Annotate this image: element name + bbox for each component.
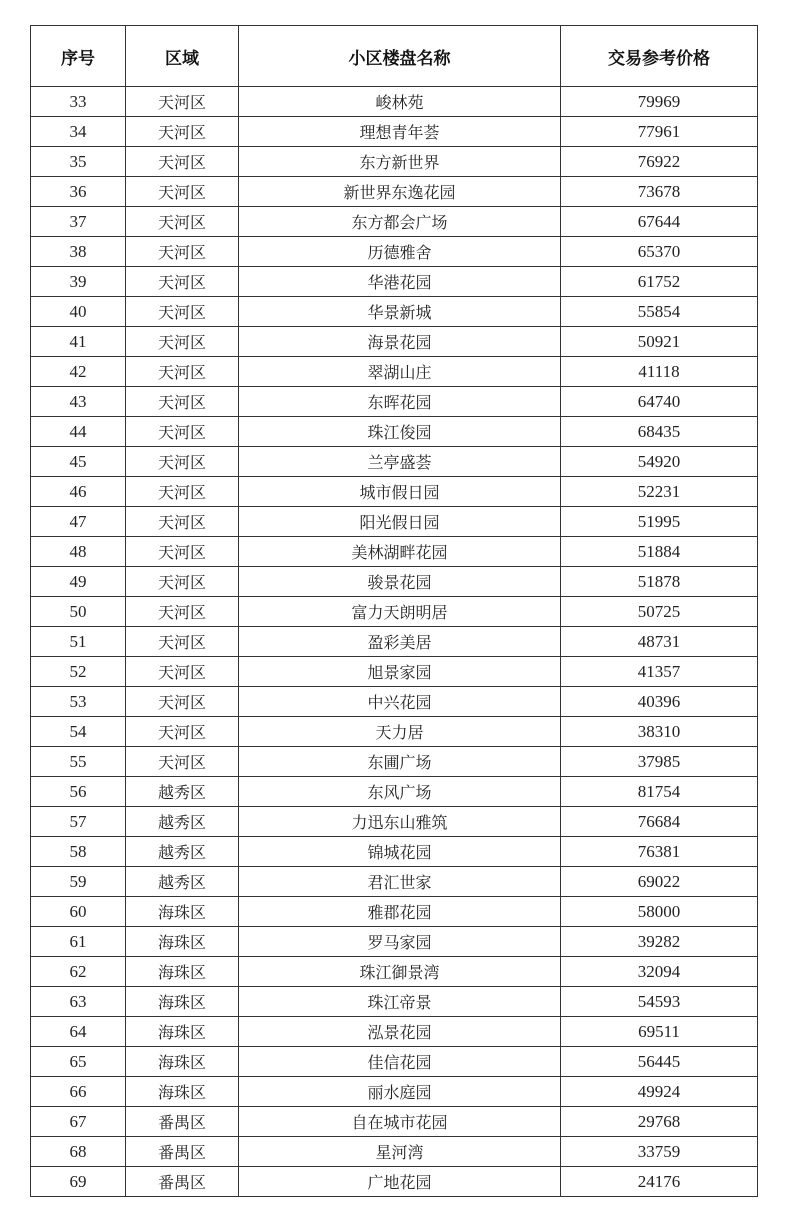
cell-index: 63 bbox=[31, 987, 126, 1017]
cell-price: 69511 bbox=[561, 1017, 758, 1047]
cell-price: 76381 bbox=[561, 837, 758, 867]
table-row bbox=[31, 567, 758, 597]
cell-price: 67644 bbox=[561, 207, 758, 237]
table-row bbox=[31, 87, 758, 117]
cell-price: 69022 bbox=[561, 867, 758, 897]
cell-district: 天河区 bbox=[126, 297, 239, 327]
cell-district: 天河区 bbox=[126, 567, 239, 597]
cell-district: 天河区 bbox=[126, 597, 239, 627]
cell-estate-name: 东晖花园 bbox=[239, 387, 561, 417]
cell-index: 59 bbox=[31, 867, 126, 897]
cell-price: 54593 bbox=[561, 987, 758, 1017]
cell-district: 天河区 bbox=[126, 507, 239, 537]
cell-district: 越秀区 bbox=[126, 807, 239, 837]
table-row bbox=[31, 117, 758, 147]
cell-estate-name: 美林湖畔花园 bbox=[239, 537, 561, 567]
cell-price: 37985 bbox=[561, 747, 758, 777]
cell-price: 58000 bbox=[561, 897, 758, 927]
header-reference-price: 交易参考价格 bbox=[561, 26, 758, 87]
cell-price: 33759 bbox=[561, 1137, 758, 1167]
cell-index: 42 bbox=[31, 357, 126, 387]
cell-index: 50 bbox=[31, 597, 126, 627]
cell-index: 34 bbox=[31, 117, 126, 147]
cell-index: 51 bbox=[31, 627, 126, 657]
cell-index: 57 bbox=[31, 807, 126, 837]
cell-index: 37 bbox=[31, 207, 126, 237]
table-row bbox=[31, 507, 758, 537]
cell-index: 52 bbox=[31, 657, 126, 687]
cell-district: 天河区 bbox=[126, 87, 239, 117]
header-index: 序号 bbox=[31, 26, 126, 87]
table-row bbox=[31, 1047, 758, 1077]
cell-index: 36 bbox=[31, 177, 126, 207]
table-row bbox=[31, 1167, 758, 1197]
cell-price: 41118 bbox=[561, 357, 758, 387]
cell-index: 41 bbox=[31, 327, 126, 357]
cell-district: 天河区 bbox=[126, 477, 239, 507]
table-row bbox=[31, 357, 758, 387]
header-district: 区域 bbox=[126, 26, 239, 87]
cell-estate-name: 富力天朗明居 bbox=[239, 597, 561, 627]
table-row bbox=[31, 747, 758, 777]
cell-estate-name: 兰亭盛荟 bbox=[239, 447, 561, 477]
table-row bbox=[31, 777, 758, 807]
table-row bbox=[31, 897, 758, 927]
cell-district: 天河区 bbox=[126, 387, 239, 417]
cell-estate-name: 中兴花园 bbox=[239, 687, 561, 717]
cell-price: 65370 bbox=[561, 237, 758, 267]
cell-estate-name: 天力居 bbox=[239, 717, 561, 747]
cell-price: 29768 bbox=[561, 1107, 758, 1137]
cell-district: 海珠区 bbox=[126, 957, 239, 987]
cell-estate-name: 城市假日园 bbox=[239, 477, 561, 507]
cell-price: 73678 bbox=[561, 177, 758, 207]
cell-index: 39 bbox=[31, 267, 126, 297]
cell-estate-name: 理想青年荟 bbox=[239, 117, 561, 147]
table-row bbox=[31, 597, 758, 627]
cell-index: 61 bbox=[31, 927, 126, 957]
price-table bbox=[30, 25, 758, 1197]
cell-district: 天河区 bbox=[126, 357, 239, 387]
cell-price: 50921 bbox=[561, 327, 758, 357]
cell-index: 69 bbox=[31, 1167, 126, 1197]
header-estate-name: 小区楼盘名称 bbox=[239, 26, 561, 87]
cell-price: 64740 bbox=[561, 387, 758, 417]
cell-estate-name: 珠江俊园 bbox=[239, 417, 561, 447]
cell-price: 79969 bbox=[561, 87, 758, 117]
cell-index: 65 bbox=[31, 1047, 126, 1077]
cell-price: 51884 bbox=[561, 537, 758, 567]
cell-district: 天河区 bbox=[126, 267, 239, 297]
cell-estate-name: 旭景家园 bbox=[239, 657, 561, 687]
cell-price: 54920 bbox=[561, 447, 758, 477]
table-row bbox=[31, 1017, 758, 1047]
cell-price: 48731 bbox=[561, 627, 758, 657]
cell-district: 越秀区 bbox=[126, 837, 239, 867]
table-row bbox=[31, 237, 758, 267]
cell-index: 45 bbox=[31, 447, 126, 477]
cell-index: 64 bbox=[31, 1017, 126, 1047]
cell-index: 49 bbox=[31, 567, 126, 597]
cell-district: 海珠区 bbox=[126, 897, 239, 927]
cell-district: 天河区 bbox=[126, 687, 239, 717]
cell-district: 天河区 bbox=[126, 117, 239, 147]
cell-estate-name: 阳光假日园 bbox=[239, 507, 561, 537]
cell-estate-name: 广地花园 bbox=[239, 1167, 561, 1197]
table-row bbox=[31, 717, 758, 747]
table-row bbox=[31, 537, 758, 567]
cell-estate-name: 珠江御景湾 bbox=[239, 957, 561, 987]
table-body bbox=[31, 87, 758, 1197]
cell-price: 61752 bbox=[561, 267, 758, 297]
table-row bbox=[31, 177, 758, 207]
cell-estate-name: 珠江帝景 bbox=[239, 987, 561, 1017]
table-row bbox=[31, 627, 758, 657]
cell-estate-name: 东圃广场 bbox=[239, 747, 561, 777]
cell-district: 天河区 bbox=[126, 327, 239, 357]
cell-index: 33 bbox=[31, 87, 126, 117]
cell-estate-name: 骏景花园 bbox=[239, 567, 561, 597]
cell-district: 天河区 bbox=[126, 177, 239, 207]
cell-district: 海珠区 bbox=[126, 927, 239, 957]
cell-district: 天河区 bbox=[126, 417, 239, 447]
cell-district: 海珠区 bbox=[126, 1017, 239, 1047]
cell-index: 54 bbox=[31, 717, 126, 747]
cell-index: 66 bbox=[31, 1077, 126, 1107]
cell-price: 81754 bbox=[561, 777, 758, 807]
table-row bbox=[31, 657, 758, 687]
cell-district: 天河区 bbox=[126, 717, 239, 747]
cell-price: 39282 bbox=[561, 927, 758, 957]
cell-district: 天河区 bbox=[126, 537, 239, 567]
cell-index: 53 bbox=[31, 687, 126, 717]
cell-district: 天河区 bbox=[126, 627, 239, 657]
cell-index: 68 bbox=[31, 1137, 126, 1167]
cell-index: 67 bbox=[31, 1107, 126, 1137]
header-row bbox=[31, 26, 758, 87]
cell-estate-name: 君汇世家 bbox=[239, 867, 561, 897]
cell-estate-name: 雅郡花园 bbox=[239, 897, 561, 927]
cell-price: 51878 bbox=[561, 567, 758, 597]
cell-district: 天河区 bbox=[126, 747, 239, 777]
cell-price: 49924 bbox=[561, 1077, 758, 1107]
cell-estate-name: 峻林苑 bbox=[239, 87, 561, 117]
table-row bbox=[31, 687, 758, 717]
cell-price: 40396 bbox=[561, 687, 758, 717]
cell-price: 41357 bbox=[561, 657, 758, 687]
cell-price: 51995 bbox=[561, 507, 758, 537]
cell-price: 55854 bbox=[561, 297, 758, 327]
cell-price: 38310 bbox=[561, 717, 758, 747]
cell-price: 76922 bbox=[561, 147, 758, 177]
cell-district: 天河区 bbox=[126, 237, 239, 267]
cell-price: 77961 bbox=[561, 117, 758, 147]
table-row bbox=[31, 207, 758, 237]
cell-index: 44 bbox=[31, 417, 126, 447]
cell-estate-name: 力迅东山雅筑 bbox=[239, 807, 561, 837]
cell-index: 55 bbox=[31, 747, 126, 777]
cell-price: 24176 bbox=[561, 1167, 758, 1197]
cell-estate-name: 海景花园 bbox=[239, 327, 561, 357]
table-row bbox=[31, 1137, 758, 1167]
cell-index: 62 bbox=[31, 957, 126, 987]
cell-index: 43 bbox=[31, 387, 126, 417]
cell-estate-name: 华景新城 bbox=[239, 297, 561, 327]
cell-district: 番禺区 bbox=[126, 1167, 239, 1197]
cell-estate-name: 自在城市花园 bbox=[239, 1107, 561, 1137]
table-row bbox=[31, 837, 758, 867]
cell-district: 海珠区 bbox=[126, 1077, 239, 1107]
cell-estate-name: 新世界东逸花园 bbox=[239, 177, 561, 207]
table-row bbox=[31, 327, 758, 357]
cell-district: 海珠区 bbox=[126, 1047, 239, 1077]
cell-estate-name: 丽水庭园 bbox=[239, 1077, 561, 1107]
cell-estate-name: 华港花园 bbox=[239, 267, 561, 297]
cell-district: 天河区 bbox=[126, 207, 239, 237]
table-row bbox=[31, 387, 758, 417]
table-row bbox=[31, 477, 758, 507]
table-row bbox=[31, 447, 758, 477]
cell-estate-name: 锦城花园 bbox=[239, 837, 561, 867]
cell-estate-name: 东方新世界 bbox=[239, 147, 561, 177]
cell-estate-name: 东风广场 bbox=[239, 777, 561, 807]
cell-district: 越秀区 bbox=[126, 867, 239, 897]
cell-estate-name: 翠湖山庄 bbox=[239, 357, 561, 387]
table-row bbox=[31, 987, 758, 1017]
table-row bbox=[31, 1077, 758, 1107]
cell-index: 58 bbox=[31, 837, 126, 867]
cell-price: 52231 bbox=[561, 477, 758, 507]
cell-index: 60 bbox=[31, 897, 126, 927]
cell-district: 天河区 bbox=[126, 147, 239, 177]
cell-index: 35 bbox=[31, 147, 126, 177]
cell-index: 46 bbox=[31, 477, 126, 507]
table-row bbox=[31, 297, 758, 327]
cell-index: 40 bbox=[31, 297, 126, 327]
cell-estate-name: 罗马家园 bbox=[239, 927, 561, 957]
cell-district: 番禺区 bbox=[126, 1107, 239, 1137]
cell-price: 76684 bbox=[561, 807, 758, 837]
cell-estate-name: 泓景花园 bbox=[239, 1017, 561, 1047]
cell-estate-name: 东方都会广场 bbox=[239, 207, 561, 237]
table-row bbox=[31, 147, 758, 177]
cell-district: 番禺区 bbox=[126, 1137, 239, 1167]
cell-price: 50725 bbox=[561, 597, 758, 627]
cell-index: 47 bbox=[31, 507, 126, 537]
cell-index: 38 bbox=[31, 237, 126, 267]
cell-district: 海珠区 bbox=[126, 987, 239, 1017]
table-row bbox=[31, 1107, 758, 1137]
cell-district: 天河区 bbox=[126, 447, 239, 477]
cell-estate-name: 历德雅舍 bbox=[239, 237, 561, 267]
cell-estate-name: 盈彩美居 bbox=[239, 627, 561, 657]
table-row bbox=[31, 417, 758, 447]
cell-index: 48 bbox=[31, 537, 126, 567]
table-row bbox=[31, 957, 758, 987]
cell-price: 68435 bbox=[561, 417, 758, 447]
cell-price: 56445 bbox=[561, 1047, 758, 1077]
cell-district: 越秀区 bbox=[126, 777, 239, 807]
cell-estate-name: 星河湾 bbox=[239, 1137, 561, 1167]
cell-index: 56 bbox=[31, 777, 126, 807]
table-row bbox=[31, 267, 758, 297]
cell-district: 天河区 bbox=[126, 657, 239, 687]
cell-price: 32094 bbox=[561, 957, 758, 987]
table-row bbox=[31, 927, 758, 957]
table-row bbox=[31, 867, 758, 897]
table-row bbox=[31, 807, 758, 837]
cell-estate-name: 佳信花园 bbox=[239, 1047, 561, 1077]
